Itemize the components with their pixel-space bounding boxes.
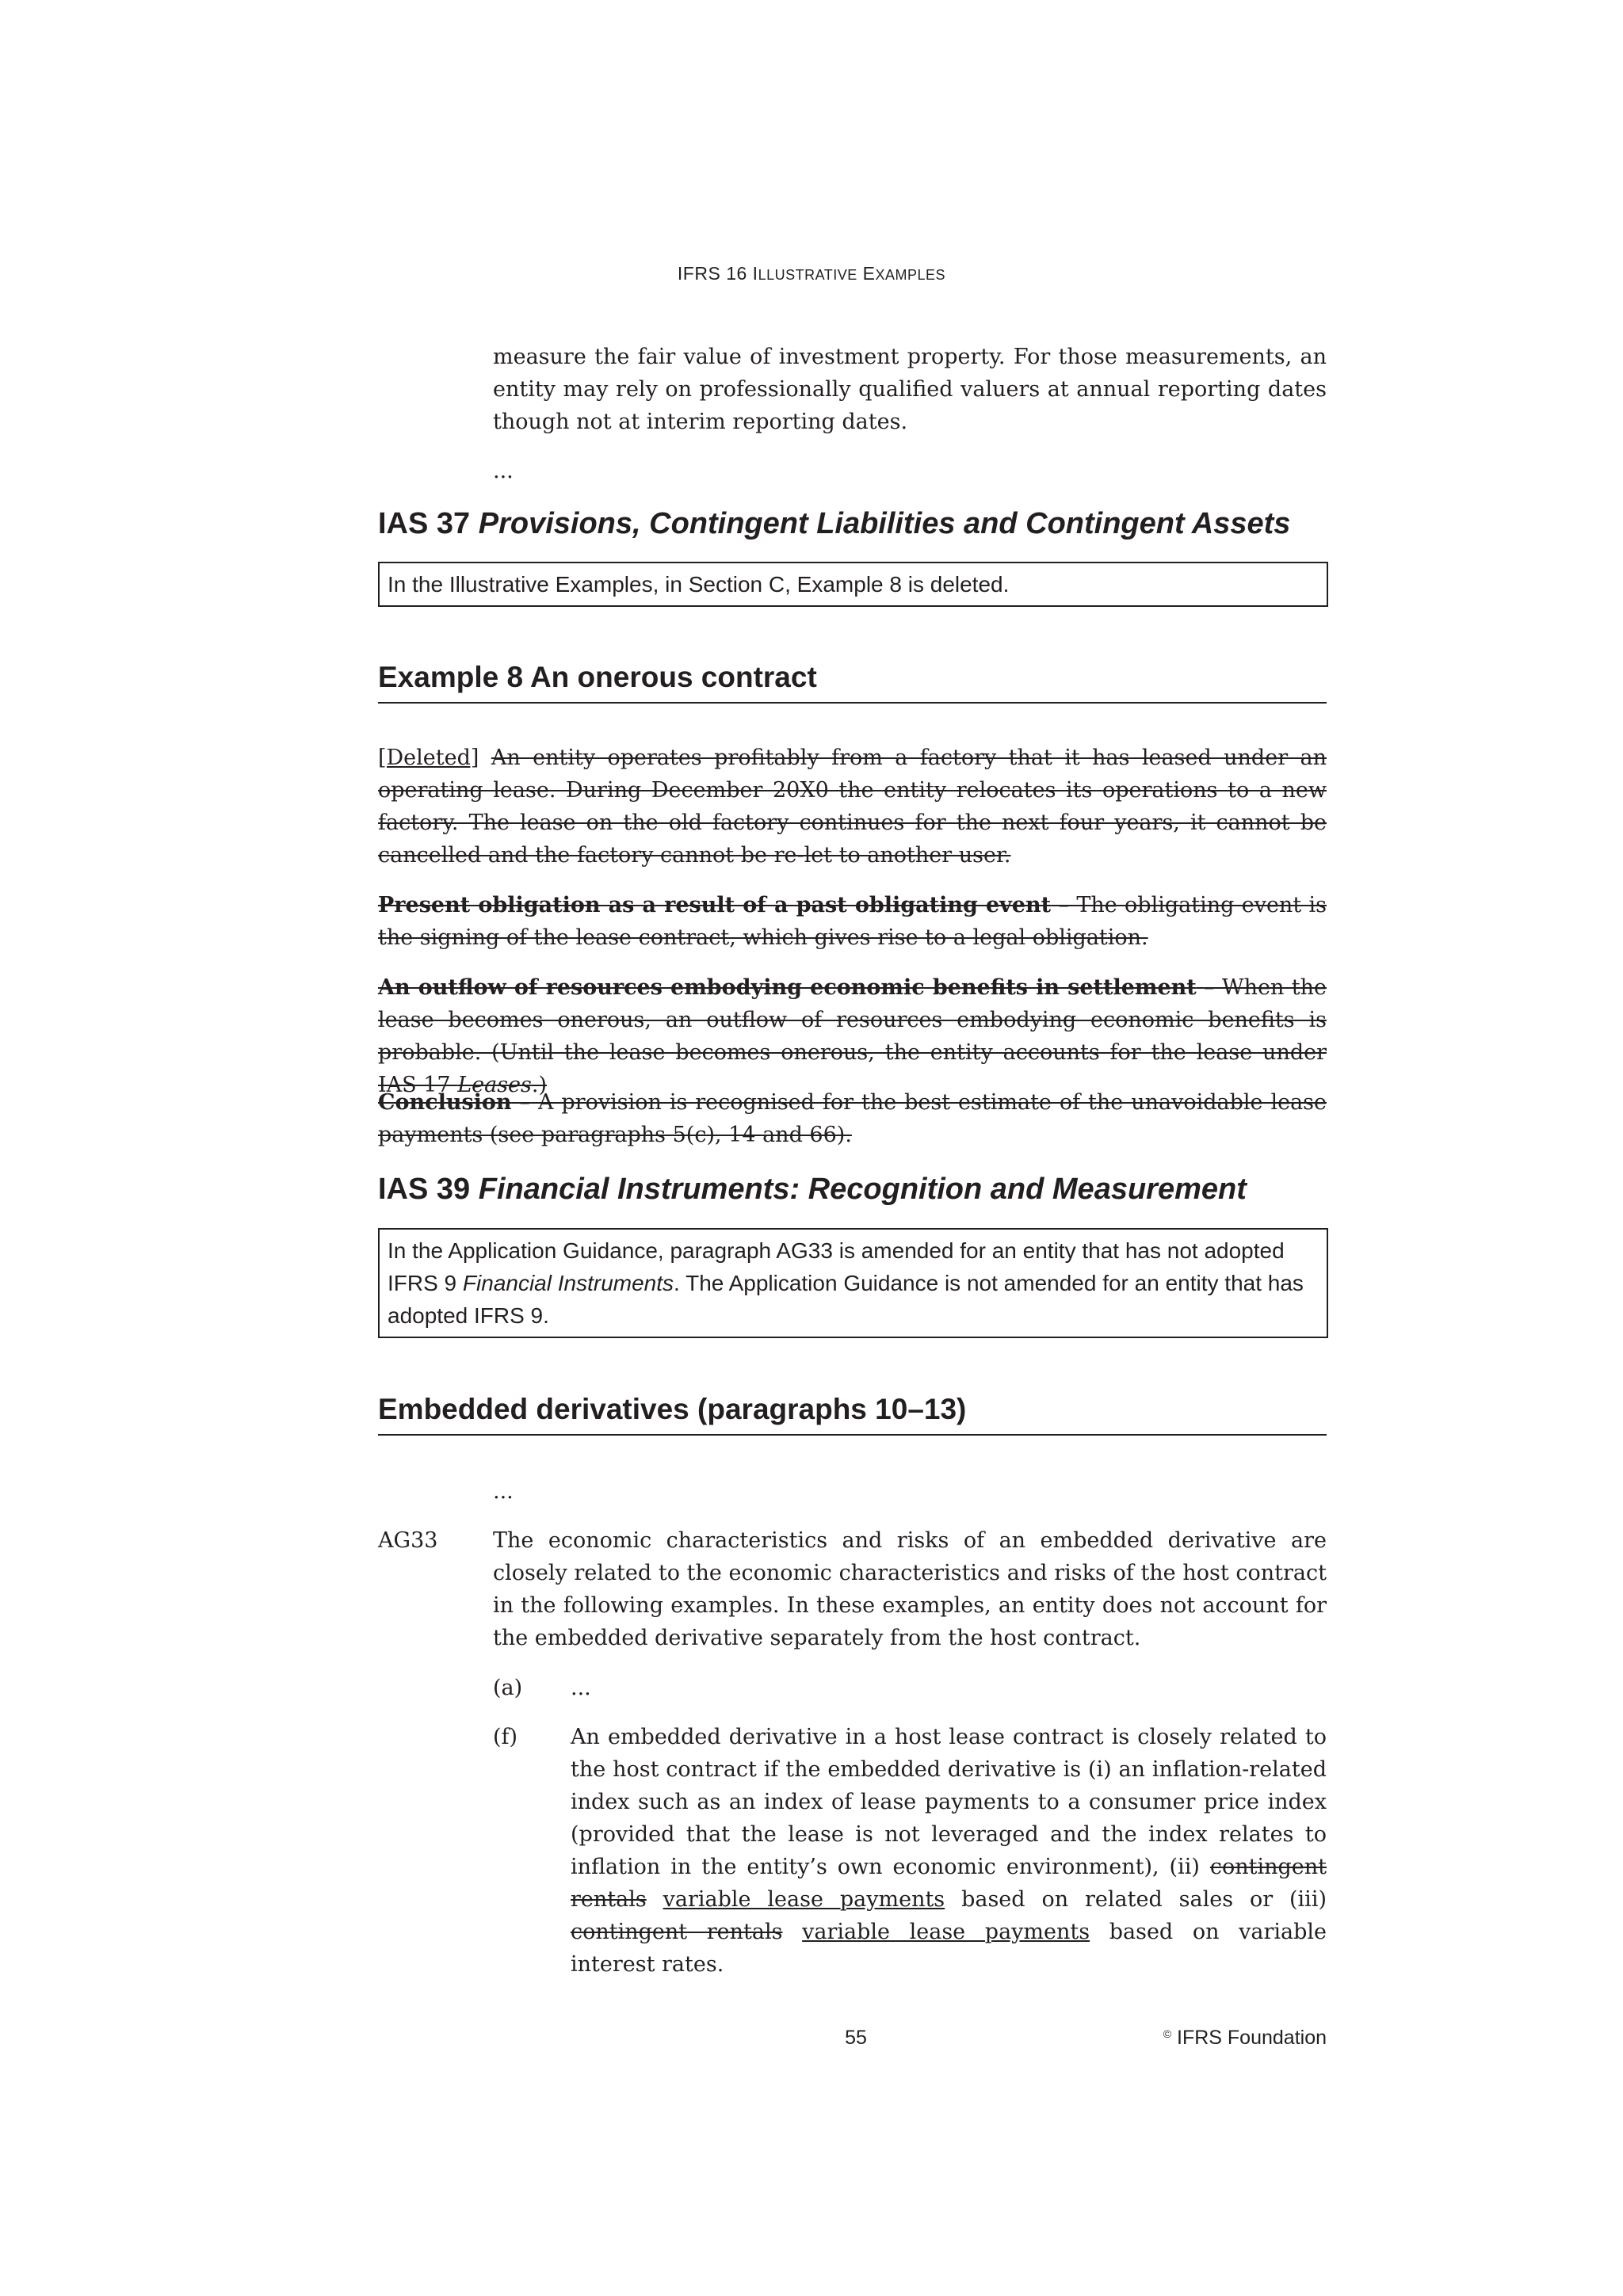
ias39-ellipsis: ... <box>493 1479 514 1504</box>
item-a-text: ... <box>571 1676 591 1700</box>
outflow-text: – When the lease becomes onerous, an outflow of resources embodying economic benefits is probable. (Until the lease becomes onerous, the entity accounts for the lease under IAS 17 <box>378 975 1327 1097</box>
ias39-heading <box>378 1173 1408 1207</box>
inserted-variable-lease-payments-1: variable lease payments <box>663 1887 945 1912</box>
ias39-code: IAS 39 <box>378 1173 471 1206</box>
ag33-paragraph: The economic characteristics and risks of an embedded derivative are closely related to the economic characteristics and risks of the host contract in the following examples. In these examples, an entity does not account for the embedded derivative separately from the host contract. <box>493 1528 1327 1650</box>
conclusion-paragraph <box>378 1086 1327 1151</box>
outflow-italic: Leases <box>457 1073 532 1097</box>
copyright-symbol: © <box>1163 2027 1172 2040</box>
ias37-heading <box>378 507 1408 541</box>
ias37-title: Provisions, Contingent Liabilities and Contingent Assets <box>478 507 1291 540</box>
struck-text: An entity operates profitably from a factory that it has leased under an operating lease. During December 20X0 the entity relocates its operations to a new factory. The lease on the old factory continues for the next four years, it cannot be cancelled and the factory cannot be re-let to another user. <box>378 746 1327 868</box>
ias39-title: Financial Instruments: Recognition and Measurement <box>478 1173 1247 1206</box>
ag33-number: AG33 <box>378 1528 438 1553</box>
ias37-note-box: In the Illustrative Examples, in Section C, Example 8 is deleted. <box>378 562 1328 607</box>
example8-heading: Example 8 An onerous contract <box>378 661 1327 704</box>
copyright: © IFRS Foundation <box>1163 2027 1327 2049</box>
outflow-label: An outflow of resources embodying economic benefits in settlement <box>378 975 1197 1000</box>
example8-deleted-paragraph <box>378 742 1327 871</box>
item-f-label: (f) <box>493 1725 518 1749</box>
struck-contingent-rentals-2: contingent rentals <box>571 1920 783 1944</box>
intro-paragraph: measure the fair value of investment property. For those measurements, an entity may rely on professionally qualified valuers at annual reporting dates though not at interim reporting dates. <box>493 345 1327 434</box>
conclusion-text: – A provision is recognised for the best estimate of the unavoidable lease payments (see paragraphs 5(c), 14 and 66). <box>378 1090 1327 1147</box>
outflow-paragraph: An outflow of resources embodying economic benefits in settlement – When the lease becomes onerous, an outflow of resources embodying economic benefits is probable. (Until the lease becomes onerous, the entity accounts for the lease under IAS 17 Leases.) <box>378 975 1327 1097</box>
item-f-text: An embedded derivative in a host lease contract is closely related to the host contract if the embedded derivative is (i) an inflation-related index such as an index of lease payments to a consumer price index (provided that the lease is not leveraged and the index relates to inflation in the entity’s own economic environment), (ii) contingent rentals variable lease payments based on related sales or (iii) contingent rentals variable lease payments based on variable interest rates. <box>571 1725 1327 1977</box>
conclusion-label: Conclusion <box>378 1090 512 1115</box>
embedded-derivatives-heading: Embedded derivatives (paragraphs 10–13) <box>378 1393 1327 1436</box>
intro-ellipsis: ... <box>493 459 514 483</box>
inserted-variable-lease-payments-2: variable lease payments <box>802 1920 1090 1944</box>
ias37-code: IAS 37 <box>378 507 471 540</box>
running-header: IFRS 16 ILLUSTRATIVE EXAMPLES <box>677 263 946 284</box>
obligation-label: Present obligation as a result of a past obligating event <box>378 893 1052 917</box>
struck-contingent-rentals-1: contingent rentals <box>571 1855 1327 1912</box>
item-a-label: (a) <box>493 1676 523 1700</box>
page-number: 55 <box>845 2027 867 2049</box>
obligation-paragraph <box>378 889 1327 954</box>
obligation-text: – The obligating event is the signing of the lease contract, which gives rise to a legal obligation. <box>378 893 1327 950</box>
deleted-marker: [Deleted] <box>378 746 479 770</box>
ias39-note-box: In the Application Guidance, paragraph AG33 is amended for an entity that has not adopted IFRS 9 Financial Instruments. The Application Guidance is not amended for an entity that has adopted IFRS 9. <box>378 1228 1328 1338</box>
